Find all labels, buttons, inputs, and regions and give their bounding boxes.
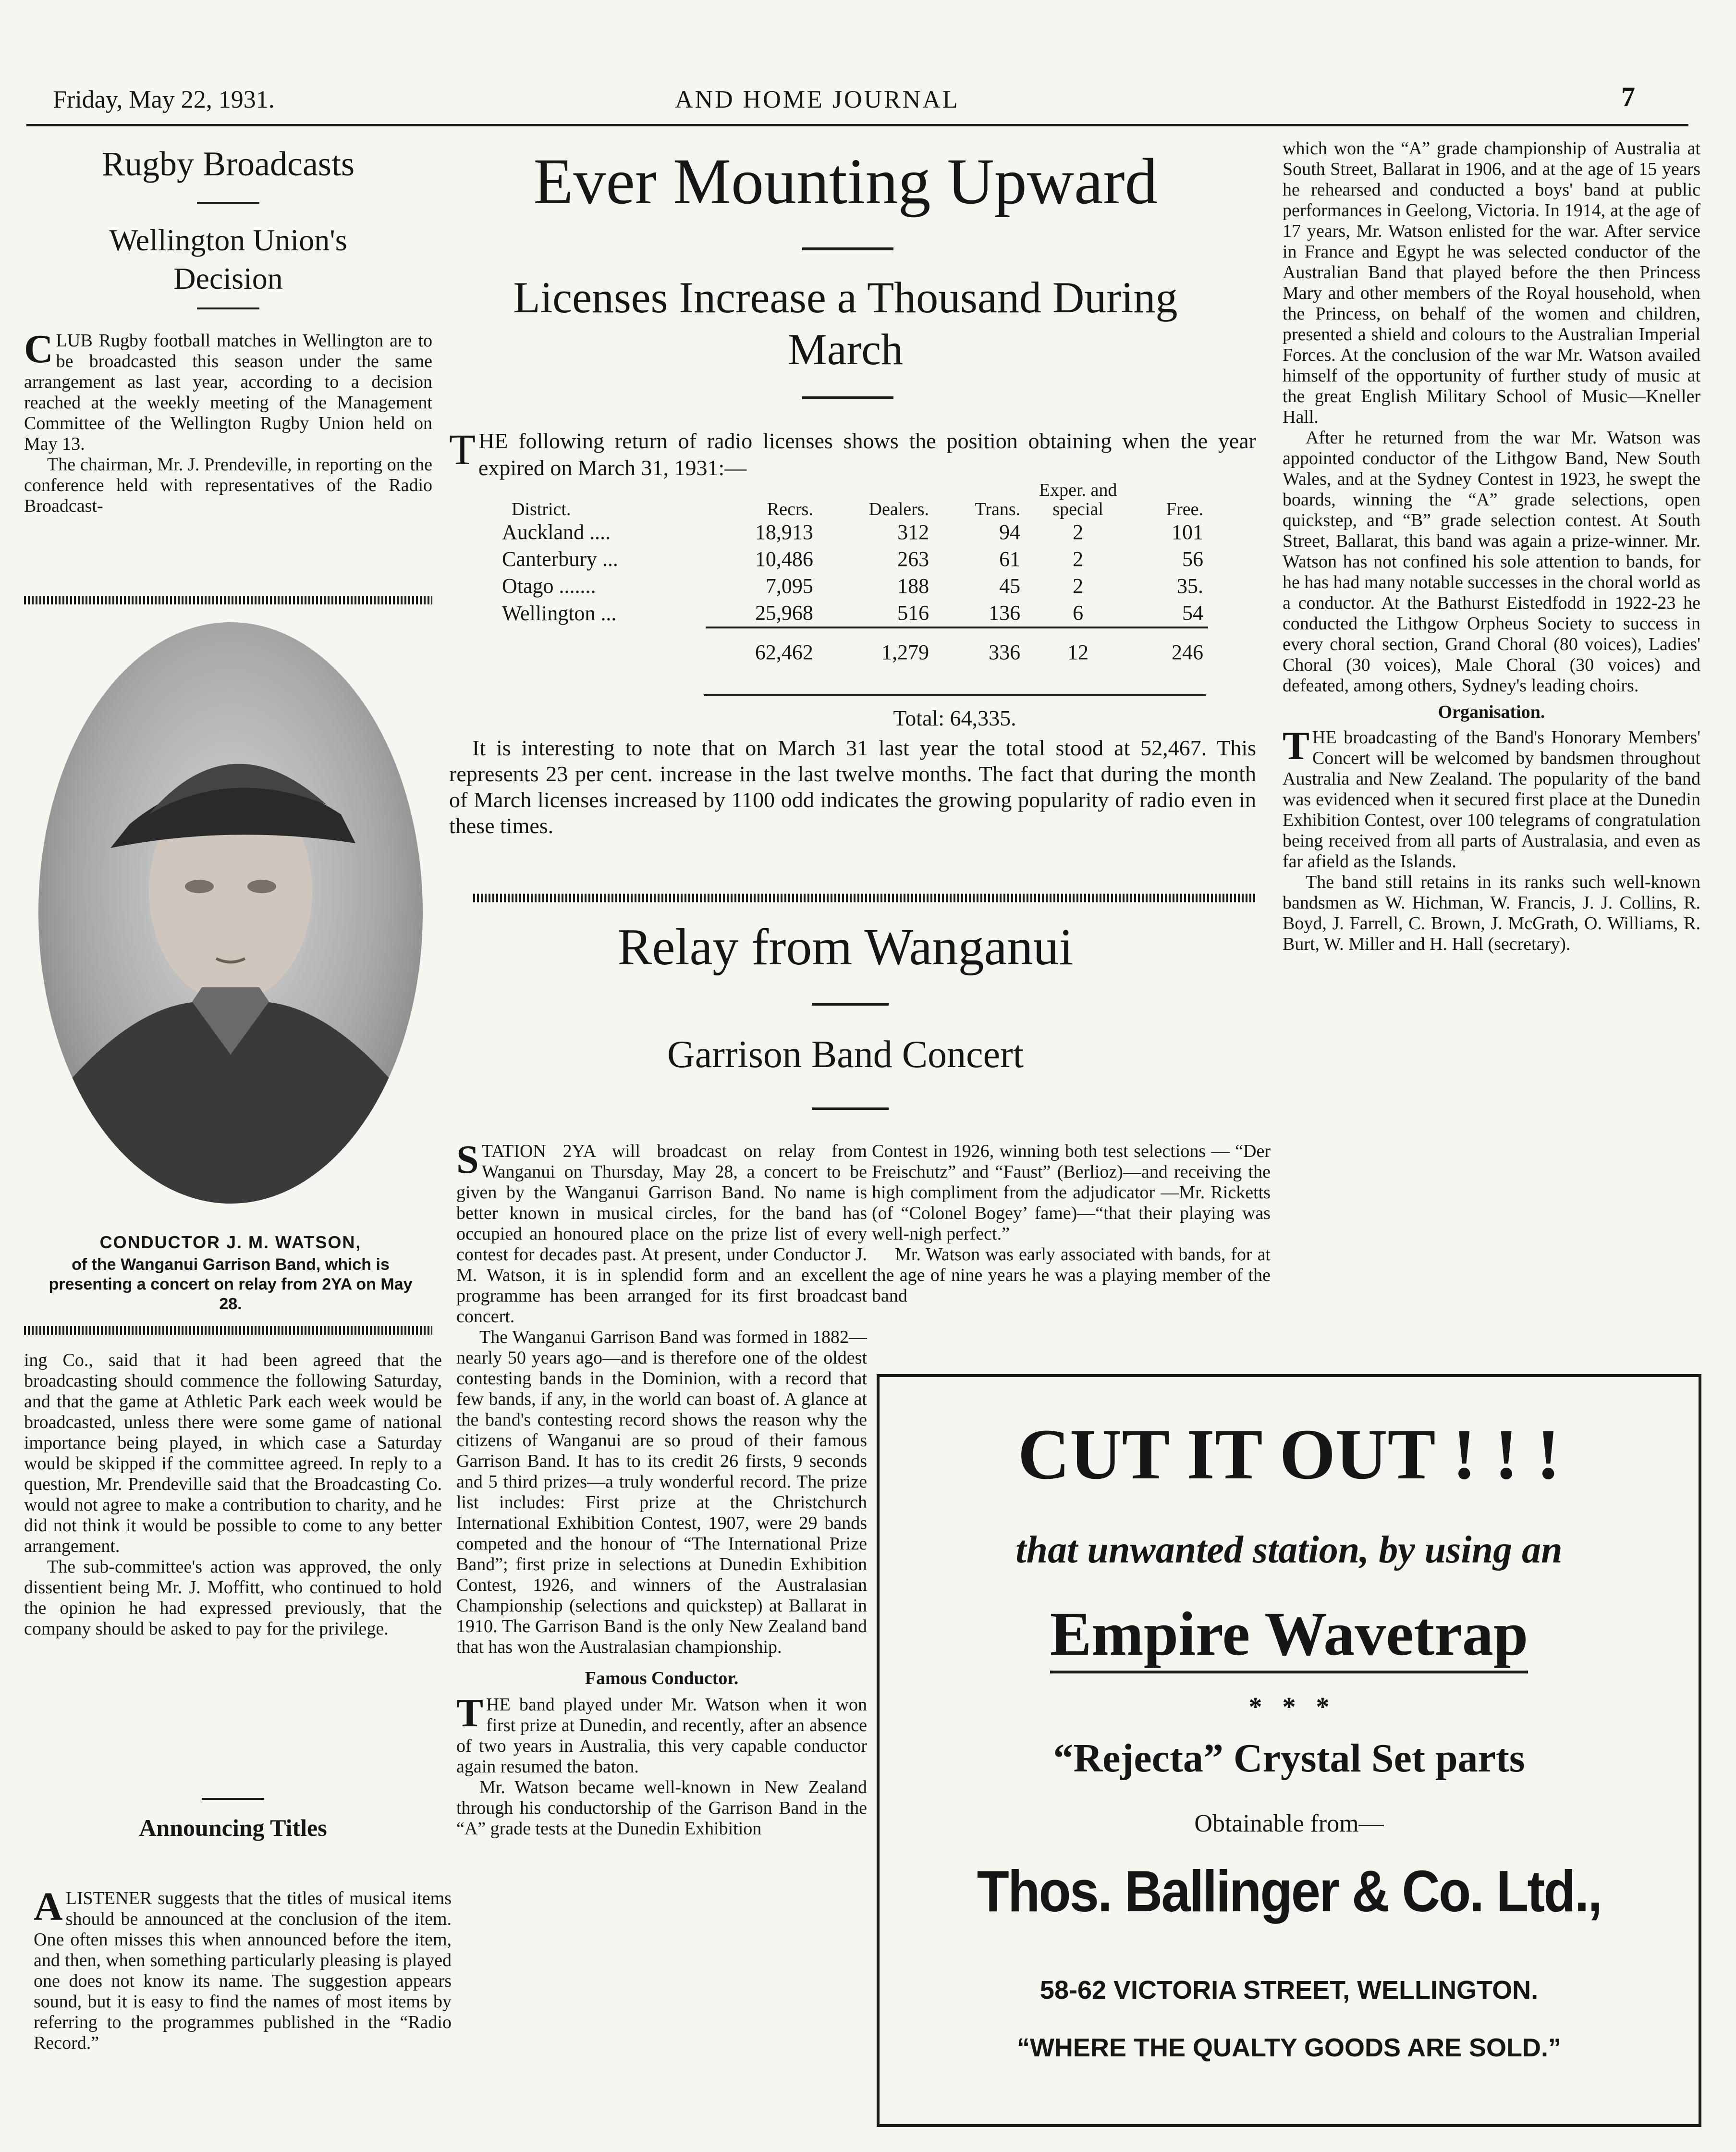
ad-wavetrap <box>880 1598 1699 1670</box>
organisation-heading: Organisation. <box>1438 702 1545 722</box>
right-p1: which won the “A” grade championship of Australia at South Street, Ballarat in 1906, and at the age of 15 years he rehearsed and conducted a boys' band at public performances in Geelong, Victoria. In 1914, at the age of 17 years, Mr. Watson enlisted for the war. After service in France and Egypt he was selected conductor of the Australian Band that played before the then Princess Mary and other members of the Royal household, when the Princess, on behalf of the women and children, presented a shield and colours to the Australian Imperial Forces. At the conclusion of the war Mr. Watson availed himself of the opportunity of further study of music at the great English Military School of Music—Kneller Hall. <box>1283 138 1700 427</box>
relay-col2-p1: Contest in 1926, winning both test selections — “Der Freischutz” and “Faust” (Berlioz)—and receiving the high compliment from the adjudicator —Mr. Ricketts (of “Colonel Bogey’ fame)—“that their playing was well-nigh perfect.” <box>872 1141 1271 1244</box>
titles-text: LISTENER suggests that the titles of musical items should be announced at the conclusion of the item. One often misses this when announced before the item, and then, when something particularly pleasing is played one does not know its name. The suggestion appears sound, but it is easy to find the names of most items by referring to the programmes published in the “Radio Record.” <box>34 1888 452 2053</box>
conductor-portrait <box>38 622 423 1204</box>
header-rule <box>26 124 1688 126</box>
col-district: District. <box>512 499 571 519</box>
relay-col2 <box>872 1141 1271 1362</box>
total-free: 246 <box>1131 627 1208 666</box>
table-cell: Auckland .... <box>502 520 611 544</box>
table-row <box>497 546 1208 573</box>
table-cell: 25,968 <box>755 601 813 625</box>
col-free: Free. <box>1166 499 1203 519</box>
totals-bottom-rule <box>704 694 1206 696</box>
divider-ornament <box>473 894 1256 902</box>
col-recrs: Recrs. <box>767 499 813 519</box>
table-cell: 312 <box>897 520 929 544</box>
org-dropcap: T <box>1283 724 1310 768</box>
page-number: 7 <box>1621 81 1635 112</box>
famous-heading: Famous Conductor. <box>585 1668 739 1688</box>
titles-heading: Announcing Titles <box>139 1814 327 1841</box>
relay-title: Relay from Wanganui <box>617 919 1074 976</box>
grand-total: Total: 64,335. <box>893 706 1016 730</box>
licenses-intro <box>449 428 1256 481</box>
ad-address: 58-62 VICTORIA STREET, WELLINGTON. <box>1039 1976 1539 2004</box>
caption-name: CONDUCTOR J. M. WATSON, <box>99 1232 362 1252</box>
relay-subtitle: Garrison Band Concert <box>667 1033 1024 1076</box>
licenses-title-rule <box>802 247 893 250</box>
masthead: AND HOME JOURNAL <box>675 86 960 113</box>
table-cell: Wellington ... <box>502 602 617 625</box>
relay-dropcap: S <box>456 1141 479 1182</box>
table-cell: 101 <box>1172 520 1203 544</box>
titles-body <box>34 1888 452 2138</box>
rugby-title-rule <box>197 202 259 204</box>
portrait-frame <box>38 622 423 1204</box>
relay-col2-p2: Mr. Watson was early associated with bands, for at the age of nine years he was a playing member of the band <box>872 1244 1271 1306</box>
header-date: Friday, May 22, 1931. <box>53 86 275 113</box>
total-dealers: 1,279 <box>818 627 934 666</box>
advert-box <box>877 1374 1701 2127</box>
table-cell: 18,913 <box>755 520 813 544</box>
table-cell: 94 <box>999 520 1021 544</box>
table-cell: 516 <box>897 601 929 625</box>
ad-slogan: “WHERE THE QUALTY GOODS ARE SOLD.” <box>1016 2033 1562 2062</box>
total-exper: 12 <box>1025 627 1131 666</box>
ad-stars: * * * <box>1248 1692 1330 1722</box>
table-row <box>497 573 1208 600</box>
table-cell: Canterbury ... <box>502 547 618 571</box>
ad-cut-it-out: CUT IT OUT ! ! ! <box>1017 1414 1561 1494</box>
licenses-para <box>449 735 1256 839</box>
divider-ornament <box>24 596 432 604</box>
licenses-dropcap: T <box>449 426 476 474</box>
ad-ballinger: Thos. Ballinger & Co. Ltd., <box>977 1858 1602 1924</box>
rugby-para2: The chairman, Mr. J. Prendeville, in reporting on the conference held with representatives of the Radio Broadcast- <box>24 455 432 516</box>
table-cell: 2 <box>1073 520 1084 544</box>
rugby-subtitle-rule <box>197 307 259 309</box>
right-p2: After he returned from the war Mr. Watson was appointed conductor of the Lithgow Band, New South Wales, and at the Sydney Contest in 1923, he swept the boards, winning the “A” grade selections, open quickstep, and “B” grade selection contest. At South Street, Ballarat, this band was again a prize-winner. Mr. Watson has not confined his sole attention to bands, for he has had many notable successes in the choral world as a conductor. At the Bathurst Eistedfodd in 1922-23 he conducted the Lithgow Orpheus Society to success in every choral section, Grand Choral (80 voices), Ladies' Choral (30 voices), Male Choral (30 voices) and defeated, among others, Sydney's leading choirs. <box>1283 428 1700 696</box>
relay-para2: The Wanganui Garrison Band was formed in 1882—nearly 50 years ago—and is therefore one of the oldest contesting bands in the Dominion, with a record that few bands, if any, in the world can boast of. A glance at the band's contesting record shows the reason why the citizens of Wanganui are so proud of their famous Garrison Band. It has to its credit 26 firsts, 9 seconds and 5 third prizes—a truly wonderful record. The prize list includes: First prize at the Christchurch International Exhibition Contest, 1907, were 29 bands competed and the honour of “The International Prize Band”; first prize in selections at Dunedin Exhibition Contest, 1926, and winners of the Australasian Championship (selections and quickstep) at Ballarat in 1910. The Garrison Band is the only New Zealand band that has won the Australasian championship. <box>456 1327 867 1657</box>
rugby-dropcap: C <box>24 331 53 371</box>
ad-obtainable: Obtainable from— <box>1194 1810 1384 1837</box>
col-trans: Trans. <box>975 499 1021 519</box>
rugby-continued <box>24 1350 442 1783</box>
right-p4: The band still retains in its ranks such well-known bandsmen as W. Hichman, W. Francis, J. J. Collins, R. Boyd, J. Farrell, C. Brown, J. McGrath, O. Williams, R. Burt, W. Miller and H. Hall (secretary). <box>1283 872 1700 954</box>
licenses-para-text: It is interesting to note that on March 31 last year the total stood at 52,467. This represents 23 per cent. increase in the last twelve months. The fact that during the month of March licenses increased by 1100 odd indicates the growing popularity of radio even in these times. <box>449 736 1256 838</box>
relay-intro-text: TATION 2YA will broadcast on relay from Wanganui on Thursday, May 28, a concert to be given by the Wanganui Garrison Band. No name is better known in musical circles, for the band has occupied an honoured place on the prize list of every contest for decades past. At present, under Conductor J. M. Watson, it is in splendid form and an excellent programme has been arranged for its first broadcast concert. <box>456 1141 867 1327</box>
licenses-table <box>497 480 1208 666</box>
rugby-intro-text: LUB Rugby football matches in Wellington are to be broadcasted this season under the same arrangement as last year, according to a decision reached at the weekly meeting of the Management Committee of the Wellington Rugby Union held on May 13. <box>24 331 432 454</box>
divider-ornament <box>24 1326 432 1335</box>
table-cell: 6 <box>1073 601 1084 625</box>
table-cell: 136 <box>989 601 1021 625</box>
table-cell: 2 <box>1073 574 1084 598</box>
relay-col1 <box>456 1141 867 2148</box>
table-cell: 188 <box>897 574 929 598</box>
table-cell: 10,486 <box>755 547 813 571</box>
rugby-title: Rugby Broadcasts <box>102 145 355 183</box>
relay-title-rule <box>812 1003 889 1006</box>
ad-rejecta: “Rejecta” Crystal Set parts <box>1053 1736 1525 1781</box>
rugby-para3: ing Co., said that it had been agreed that the broadcasting should commence the following Saturday, and that the game at Athletic Park each week would be broadcasted, unless there were some game of national importance being played, in which case a Saturday would be skipped if the committee agreed. In reply to a question, Mr. Prendeville said that the Broadcasting Co. would not agree to make a contribution to charity, and he did not think it would be possible to come to any better arrangement. <box>24 1350 442 1556</box>
ad-unwanted: that unwanted station, by using an <box>1015 1529 1563 1571</box>
titles-dropcap: A <box>34 1888 63 1929</box>
rugby-subtitle: Wellington Union's Decision <box>109 223 347 295</box>
col-exper: Exper. and special <box>1039 480 1117 519</box>
relay-para4: Mr. Watson became well-known in New Zealand through his conductorship of the Garrison Band in the “A” grade tests at the Dunedin Exhibition <box>456 1777 867 1839</box>
total-recrs: 62,462 <box>706 627 818 666</box>
table-cell: 54 <box>1182 601 1203 625</box>
licenses-subtitle: Licenses Increase a Thousand During March <box>513 273 1178 374</box>
rugby-para4: The sub-committee's action was approved, the only dissentient being Mr. J. Moffitt, who continued to hold the opinion he had expressed previously, that the company should be asked to pay for the privilege. <box>24 1557 442 1639</box>
relay-subtitle-rule <box>812 1107 889 1110</box>
licenses-subtitle-rule <box>802 396 893 399</box>
famous-text: HE band played under Mr. Watson when it won first prize at Dunedin, and recently, after an absence of two years in Australia, this very capable conductor again resumed the baton. <box>456 1695 867 1777</box>
table-cell: 45 <box>999 574 1021 598</box>
table-cell: 56 <box>1182 547 1203 571</box>
org-text: HE broadcasting of the Band's Honorary Members' Concert will be welcomed by bandsmen throughout Australia and New Zealand. The popularity of the band was evidenced when it secured first place at the Dunedin Exhibition Contest, over 100 telegrams of congratulation being received from all parts of Australasia, and even as far afield as the Islands. <box>1283 727 1700 872</box>
famous-dropcap: T <box>456 1691 484 1735</box>
rugby-intro <box>24 331 432 600</box>
caption-text: of the Wanganui Garrison Band, which is presenting a concert on relay from 2YA on May 28. <box>49 1255 413 1313</box>
table-cell: 2 <box>1073 547 1084 571</box>
right-column <box>1283 138 1700 1354</box>
totals-row <box>497 627 1208 666</box>
col-dealers: Dealers. <box>868 499 929 519</box>
titles-rule <box>202 1798 264 1800</box>
table-row <box>497 519 1208 546</box>
table-cell: 61 <box>999 547 1021 571</box>
table-cell: 7,095 <box>765 574 813 598</box>
ad-wavetrap-text: Empire Wavetrap <box>1050 1599 1528 1673</box>
table-cell: Otago ....... <box>502 574 596 598</box>
licenses-intro-text: HE following return of radio licenses shows the position obtaining when the year expired on March 31, 1931:— <box>478 429 1256 480</box>
table-cell: 263 <box>897 547 929 571</box>
table-row <box>497 600 1208 627</box>
table-cell: 35. <box>1177 574 1203 598</box>
total-trans: 336 <box>934 627 1025 666</box>
licenses-table-header <box>497 480 1208 519</box>
licenses-title: Ever Mounting Upward <box>533 146 1158 218</box>
